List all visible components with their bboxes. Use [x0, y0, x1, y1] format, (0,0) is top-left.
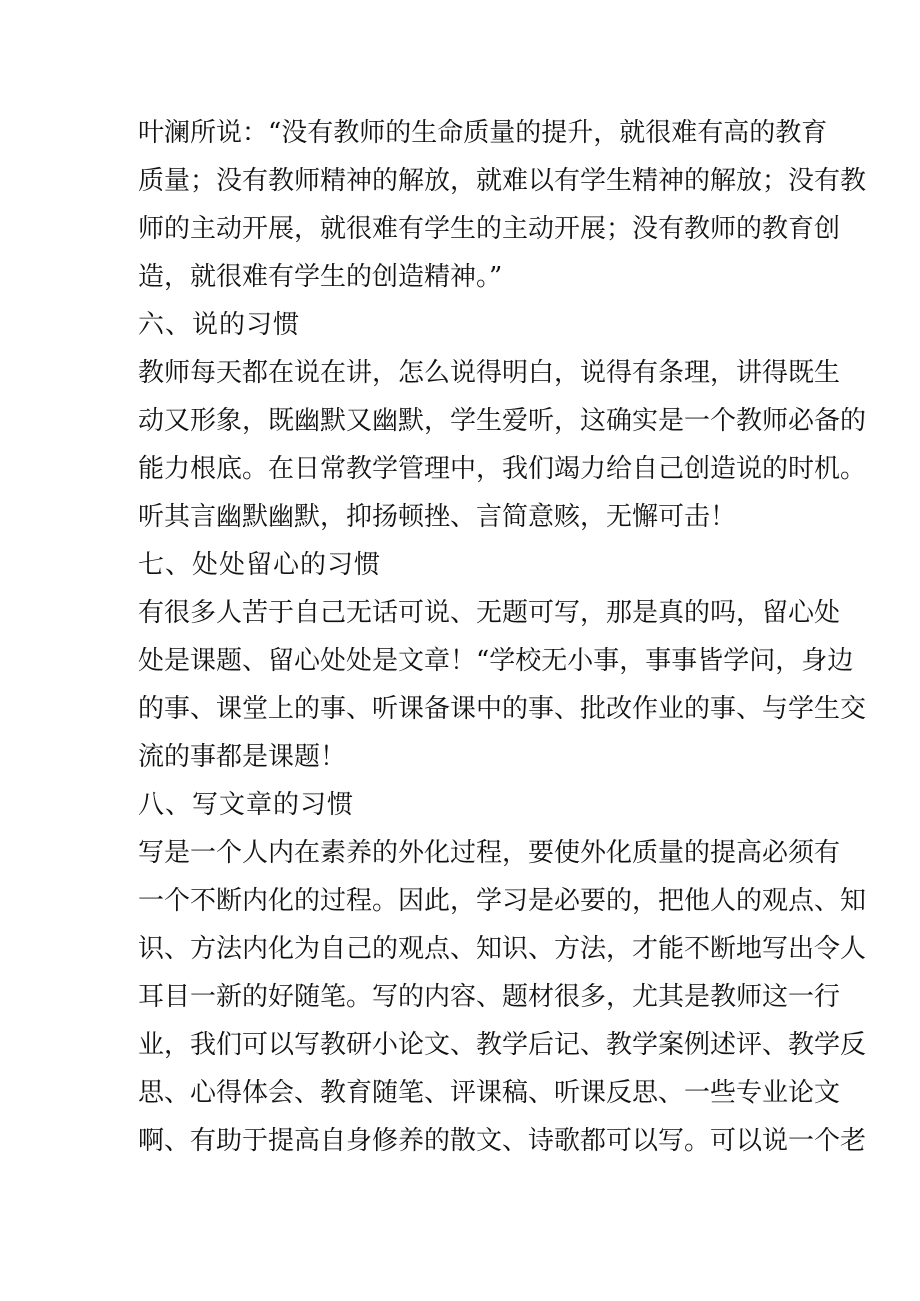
paragraph-line: 思、心得体会、教育随笔、评课稿、听课反思、一些专业论文: [138, 1078, 841, 1108]
paragraph-line: 处是课题、留心处处是文章！“学校无小事，事事皆学问，身边: [138, 646, 854, 676]
paragraph-line: 能力根底。在日常教学管理中，我们竭力给自己创造说的时机。: [138, 454, 867, 484]
paragraph-line: 啊、有助于提高自身修养的散文、诗歌都可以写。可以说一个老: [138, 1126, 867, 1156]
paragraph-line: 识、方法内化为自己的观点、知识、方法，才能不断地写出令人: [138, 934, 867, 964]
paragraph-line: 师的主动开展，就很难有学生的主动开展；没有教师的教育创: [138, 214, 841, 244]
paragraph-line: 一个不断内化的过程。因此，学习是必要的，把他人的观点、知: [138, 886, 867, 916]
paragraph-line: 耳目一新的好随笔。写的内容、题材很多，尤其是教师这一行: [138, 982, 841, 1012]
paragraph-line: 流的事都是课题！: [138, 742, 347, 772]
paragraph-line: 质量；没有教师精神的解放，就难以有学生精神的解放；没有教: [138, 166, 867, 196]
section-heading: 七、处处留心的习惯: [138, 550, 382, 580]
section-heading: 六、说的习惯: [138, 310, 301, 340]
paragraph-line: 写是一个人内在素养的外化过程，要使外化质量的提高必须有: [138, 838, 841, 868]
paragraph-line: 叶澜所说：“没有教师的生命质量的提升，就很难有高的教育: [138, 118, 828, 148]
paragraph-line: 动又形象，既幽默又幽默，学生爱听，这确实是一个教师必备的: [138, 406, 867, 436]
paragraph-line: 造，就很难有学生的创造精神。”: [138, 262, 503, 292]
paragraph-line: 有很多人苦于自己无话可说、无题可写，那是真的吗，留心处: [138, 598, 841, 628]
paragraph-line: 业，我们可以写教研小论文、教学后记、教学案例述评、教学反: [138, 1030, 867, 1060]
paragraph-line: 听其言幽默幽默，抑扬顿挫、言简意赅，无懈可击！: [138, 502, 737, 532]
paragraph-line: 的事、课堂上的事、听课备课中的事、批改作业的事、与学生交: [138, 694, 867, 724]
paragraph-line: 教师每天都在说在讲，怎么说得明白，说得有条理，讲得既生: [138, 358, 841, 388]
section-heading: 八、写文章的习惯: [138, 790, 355, 820]
